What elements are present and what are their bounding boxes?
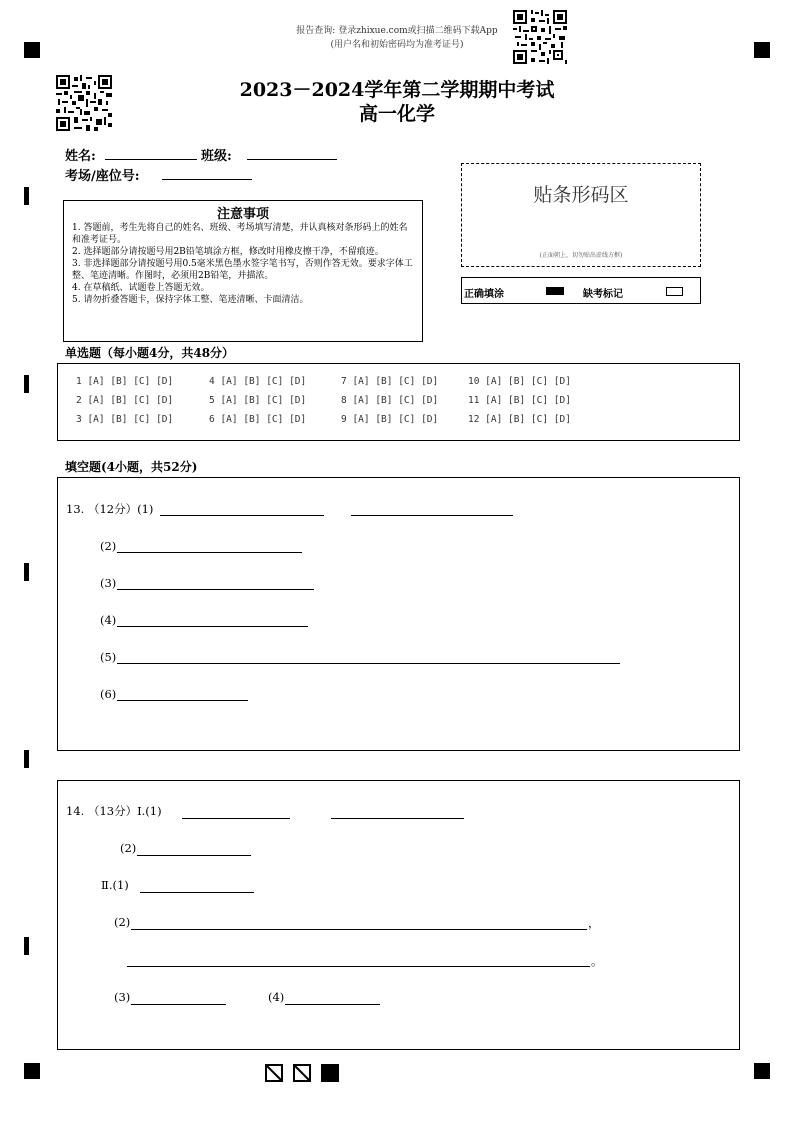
absent-mark-label: 缺考标记: [583, 289, 623, 300]
timing-mark: [24, 563, 29, 581]
mcq-question-11[interactable]: 11 [A] [B] [C] [D]: [468, 395, 571, 406]
q13-heading: 13. （12分）(1): [66, 502, 154, 516]
q13-answer-box: [57, 477, 740, 751]
mcq-question-3[interactable]: 3 [A] [B] [C] [D]: [76, 414, 174, 425]
q14-i1-answer-line-a[interactable]: [182, 818, 290, 819]
name-field[interactable]: [105, 159, 197, 160]
corner-mark-bottom-left: [24, 1063, 40, 1079]
mcq-question-1[interactable]: 1 [A] [B] [C] [D]: [76, 376, 174, 387]
q14-ii2-label: (2): [114, 915, 131, 929]
exam-subject: 高一化学: [358, 103, 435, 125]
mcq-question-9[interactable]: 9 [A] [B] [C] [D]: [341, 414, 439, 425]
q14-ii2-period: 。: [591, 954, 603, 968]
exam-title: 2023－2024学年第二学期期中考试: [239, 79, 555, 101]
q13-5-answer-line[interactable]: [117, 663, 620, 664]
q13-2-label: (2): [100, 539, 117, 553]
q13-5-label: (5): [100, 650, 117, 664]
page-marker-solid: [321, 1064, 339, 1082]
q13-4-answer-line[interactable]: [117, 626, 308, 627]
mcq-question-5[interactable]: 5 [A] [B] [C] [D]: [209, 395, 307, 406]
q14-answer-box: [57, 780, 740, 1050]
q14-ii2-answer-line-b[interactable]: [127, 966, 590, 967]
download-qr-code-icon: [513, 10, 567, 64]
q13-1-answer-line-b[interactable]: [351, 515, 513, 516]
room-seat-label: 考场/座位号:: [65, 169, 140, 184]
q14-i2-answer-line[interactable]: [137, 855, 251, 856]
q13-4-label: (4): [100, 613, 117, 627]
mcq-question-4[interactable]: 4 [A] [B] [C] [D]: [209, 376, 307, 387]
mcq-question-7[interactable]: 7 [A] [B] [C] [D]: [341, 376, 439, 387]
corner-mark-bottom-right: [754, 1063, 770, 1079]
mcq-question-8[interactable]: 8 [A] [B] [C] [D]: [341, 395, 439, 406]
q14-ii4-answer-line[interactable]: [285, 1004, 380, 1005]
barcode-area-title: 贴条形码区: [533, 184, 629, 206]
timing-mark: [24, 750, 29, 768]
notice-item: 5. 请勿折叠答题卡，保持字体工整、笔迹清晰、卡面清洁。: [72, 295, 309, 305]
correct-fill-label: 正确填涂: [464, 289, 504, 300]
absent-mark-checkbox[interactable]: [666, 287, 683, 296]
notice-item: 2. 选择题部分请按题号用2B铅笔填涂方框，修改时用橡皮擦干净，不留痕迹。: [72, 247, 384, 257]
report-query-line: 报告查询: 登录zhixue.com或扫描二维码下载App: [296, 26, 498, 36]
q13-6-answer-line[interactable]: [117, 700, 248, 701]
q14-i1-answer-line-b[interactable]: [331, 818, 464, 819]
fill-section-title: 填空题(4小题，共52分): [65, 460, 198, 474]
notice-item: 3. 非选择题部分请按题号用0.5毫米黑色墨水签字笔书写，否则作答无效。要求字体工整、笔迹清晰。作图时，必须用2B铅笔，并描浓。: [72, 259, 413, 281]
q13-3-answer-line[interactable]: [117, 589, 314, 590]
q13-2-answer-line[interactable]: [117, 552, 302, 553]
timing-mark: [24, 187, 29, 205]
notice-item: 1. 答题前，考生先将自己的姓名、班级、考场填写清楚，并认真核对条形码上的姓名和准考证号。: [72, 223, 408, 245]
q13-1-answer-line-a[interactable]: [160, 515, 324, 516]
correct-fill-sample-icon: [546, 287, 564, 295]
page-marker-slash-icon: [293, 1064, 311, 1082]
mcq-section-title: 单选题（每小题4分，共48分）: [65, 346, 235, 360]
class-field[interactable]: [247, 159, 337, 160]
q14-i2-label: (2): [120, 841, 137, 855]
account-note-line: (用户名和初始密码均为准考证号): [330, 40, 464, 50]
q13-3-label: (3): [100, 576, 117, 590]
fill-legend: [461, 277, 701, 304]
mcq-question-12[interactable]: 12 [A] [B] [C] [D]: [468, 414, 571, 425]
name-label: 姓名:: [65, 149, 96, 164]
q14-ii3-answer-line[interactable]: [131, 1004, 226, 1005]
mcq-question-10[interactable]: 10 [A] [B] [C] [D]: [468, 376, 571, 387]
barcode-area: [461, 163, 701, 267]
class-label: 班级:: [201, 149, 232, 164]
q14-ii4-label: (4): [268, 990, 285, 1004]
q13-6-label: (6): [100, 687, 117, 701]
q14-ii1-label: Ⅱ.(1): [101, 878, 129, 892]
q14-ii2-comma: ，: [588, 916, 600, 930]
notice-box: [63, 200, 423, 342]
notice-title: 注意事项: [216, 207, 269, 222]
mcq-question-6[interactable]: 6 [A] [B] [C] [D]: [209, 414, 307, 425]
notice-item: 4. 在草稿纸、试题卷上答题无效。: [72, 283, 210, 293]
q14-ii1-answer-line[interactable]: [140, 892, 254, 893]
room-seat-field[interactable]: [162, 179, 252, 180]
timing-mark: [24, 937, 29, 955]
barcode-area-note: (正面朝上，切勿贴出虚线方框): [539, 252, 623, 259]
timing-mark: [24, 375, 29, 393]
q14-ii2-answer-line-a[interactable]: [131, 929, 587, 930]
mcq-question-2[interactable]: 2 [A] [B] [C] [D]: [76, 395, 174, 406]
q14-heading: 14. （13分）Ⅰ.(1): [66, 804, 162, 818]
q14-ii3-label: (3): [114, 990, 131, 1004]
page-marker-slash-icon: [265, 1064, 283, 1082]
